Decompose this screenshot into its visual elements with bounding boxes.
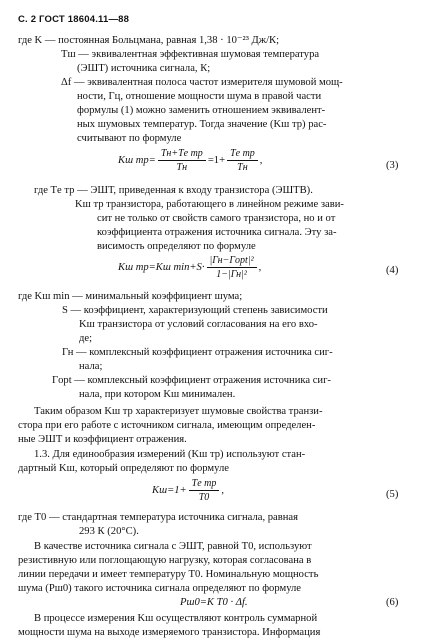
equation-3: Kш тр= $\frac{\text{Tн+Tе тр}}{Tн}$ =1+ $\frac{\text{Tе тр}}{Tн}$ , [118,148,263,173]
text-line: S — коэффициент, характеризующий степень зависимости [62,305,328,316]
text-line: (ЭШТ) источника сигнала, К; [77,63,211,74]
text-line: формулы (1) можно заменить отношением эквивалент- [77,105,326,116]
text-line: мощности шума на выходе измеряемого транзистора. Информация [18,627,321,638]
text-line: ности, Гц, отношение мощности шума в правой части [77,91,322,102]
equation-number: (6) [386,597,399,608]
text-line: де; [79,333,93,344]
text-line: коэффициента отражения источника сигнала. Эту за- [97,227,337,238]
text-line: 1.3. Для единообразия измерений (Kш тр) используют стан- [34,449,306,460]
text-line: Гн — комплексный коэффициент отражения источника сиг- [62,347,333,358]
text-line: Таким образом Kш тр характеризует шумовые свойства транзи- [34,406,323,417]
text-line: ных шумовых температур. Тогда значение (Kш тр) рас- [77,119,327,130]
equation-number: (3) [386,160,399,171]
text-line: стора при его работе с источником сигнала, имеющим определен- [18,420,316,431]
text-line: где T0 — стандартная температура источника сигнала, равная [18,512,298,523]
equation-6: Pш0=K T0 · Δf. [180,597,248,608]
text-line: Kш транзистора от условий согласования на его вхо- [79,319,318,330]
text-line: Гopt — комплексный коэффициент отражения источника сиг- [52,375,331,386]
text-line: считывают по формуле [77,133,182,144]
text-line: нала; [79,361,103,372]
text-line: Δf — эквивалентная полоса частот измерителя шумовой мощ- [61,77,343,88]
text-line: сит не только от свойств самого транзистора, но и от [97,213,336,224]
page-header: С. 2 ГОСТ 18604.11—88 [18,14,130,25]
equation-4: Kш тр=Kш min+S· $\frac{\text{|Гн−Гopt|²}}{\text{1−|Гн|²}}$ , [118,255,262,280]
text-line: В процессе измерения Kш осуществляют контроль суммарной [34,613,318,624]
text-line: висимость определяют по формуле [97,241,256,252]
text-line: 293 К (20°С). [79,526,139,537]
text-line: где K — постоянная Больцмана, равная 1,38 · 10⁻²³ Дж/К; [18,35,280,46]
text-line: ные ЭШТ и коэффициент отражения. [18,434,187,445]
text-line: где Tе тр — ЭШТ, приведенная к входу транзистора (ЭШТВ). [34,185,313,196]
text-line: линии передачи и имеет температуру T0. Номинальную мощность [18,569,319,580]
equation-number: (5) [386,489,399,500]
text-line: нала, при котором Kш минимален. [79,389,236,400]
equation-number: (4) [386,265,399,276]
equation-5: Kш=1+ $\frac{\text{Tе тр}}{T0}$ , [152,478,225,503]
text-line: дартный Kш, который определяют по формуле [18,463,229,474]
text-line: шума (Pш0) такого источника сигнала определяют по формуле [18,583,302,594]
text-line: Tш — эквивалентная эффективная шумовая температура [61,49,320,60]
text-line: Kш тр транзистора, работающего в линейном режиме зави- [75,199,344,210]
text-line: В качестве источника сигнала с ЭШТ, равной T0, используют [34,541,312,552]
text-line: где Kш min — минимальный коэффициент шума; [18,291,243,302]
text-line: резистивную или поглощающую нагрузку, которая согласована в [18,555,312,566]
